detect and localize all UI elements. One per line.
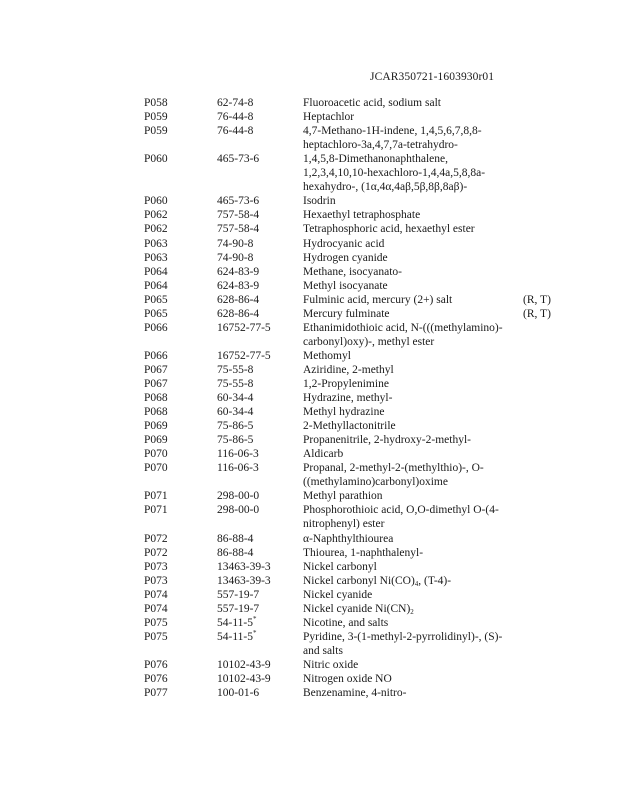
substance-name-line: Nickel carbonyl $Ni(CO)_4$, (T-4)- xyxy=(303,574,452,588)
substance-name xyxy=(303,293,452,307)
substance-name-line: Nickel cyanide $Ni(CN)_2$ xyxy=(303,602,414,616)
waste-code: P076 xyxy=(144,659,168,671)
waste-code: P063 xyxy=(144,251,168,264)
waste-code: P068 xyxy=(144,392,168,405)
cas-number: 628-86-4 xyxy=(217,293,260,306)
substance-name xyxy=(303,616,388,630)
substance-name-line: Fulminic acid, mercury (2+) salt xyxy=(303,293,453,306)
cas-number: 62-74-8 xyxy=(217,97,254,109)
substance-name xyxy=(303,251,388,265)
cas-number: 86-88-4 xyxy=(217,532,254,545)
substance-name xyxy=(303,503,499,531)
substance-name xyxy=(303,686,406,700)
waste-code: P064 xyxy=(144,265,168,278)
substance-name xyxy=(303,630,502,658)
substance-name xyxy=(303,532,393,546)
cas-number: 75-55-8 xyxy=(217,378,254,390)
substance-name-line: Mercury fulminate xyxy=(303,307,390,320)
waste-code: P065 xyxy=(144,307,168,320)
substance-name xyxy=(303,574,451,588)
substance-name-line: Aziridine, 2-methyl xyxy=(303,363,394,376)
substance-name-line: Propanenitrile, 2-hydroxy-2-methyl- xyxy=(303,434,471,447)
waste-code: P076 xyxy=(144,673,168,686)
substance-name xyxy=(303,363,394,377)
substance-name xyxy=(303,349,351,363)
substance-name-line: hexahydro-, (1α,4α,4aβ,5β,8β,8aβ)- xyxy=(303,181,468,194)
waste-code: P075 xyxy=(144,616,168,629)
waste-code: P064 xyxy=(144,279,168,292)
substance-name xyxy=(303,321,503,349)
substance-name-line: Hydrazine, methyl- xyxy=(303,392,393,405)
substance-name-line: Pyridine, 3-(1-methyl-2-pyrrolidinyl)-, (S)- xyxy=(303,630,503,643)
substance-name xyxy=(303,110,354,124)
waste-code: P074 xyxy=(144,588,168,601)
substance-name-line: Hydrogen cyanide xyxy=(303,251,388,264)
cas-number: 298-00-0 xyxy=(217,504,260,517)
waste-code: P062 xyxy=(144,223,168,236)
cas-number: 76-44-8 xyxy=(217,125,254,138)
cas-number: 465-73-6 xyxy=(217,153,260,166)
substance-name-line: Isodrin xyxy=(303,195,336,208)
cas-number: 86-88-4 xyxy=(217,546,254,559)
substance-name xyxy=(303,279,388,293)
waste-code: P060 xyxy=(144,153,168,166)
cas-number: 757-58-4 xyxy=(217,223,260,236)
waste-code: P067 xyxy=(144,378,168,390)
waste-code: P077 xyxy=(144,687,168,700)
waste-code: P060 xyxy=(144,195,168,208)
waste-code: P062 xyxy=(144,209,168,222)
waste-code: P065 xyxy=(144,293,168,306)
cas-number: 76-44-8 xyxy=(217,111,254,124)
substance-name xyxy=(303,419,396,433)
substance-name xyxy=(303,546,423,560)
substance-name xyxy=(303,377,389,391)
cas-number: 13463-39-3 xyxy=(217,574,271,587)
waste-code: P066 xyxy=(144,349,168,362)
substance-name-line: Nitrogen oxide NO xyxy=(303,673,392,686)
substance-name-line: Propanal, 2-methyl-2-(methylthio)-, O- xyxy=(303,462,484,475)
cas-number: 10102-43-9 xyxy=(217,673,271,686)
substance-name-line: Methomyl xyxy=(303,349,351,362)
hazard-code: (R, T) xyxy=(523,293,551,306)
substance-name-line: heptachloro-3a,4,7,7a-tetrahydro- xyxy=(303,139,458,152)
substance-name xyxy=(303,560,377,574)
substance-name-line: 2-Methyllactonitrile xyxy=(303,420,396,433)
waste-code: P075 xyxy=(144,630,168,643)
substance-name-line: carbonyl)oxy)-, methyl ester xyxy=(303,335,435,348)
substance-name-line: 1,2,3,4,10,10-hexachloro-1,4,4a,5,8,8a- xyxy=(303,167,486,180)
substance-name-line: Fluoroacetic acid, sodium salt xyxy=(303,97,441,109)
substance-name-line: Tetraphosphoric acid, hexaethyl ester xyxy=(303,223,475,236)
substance-name xyxy=(303,405,384,419)
substance-name xyxy=(303,152,485,194)
waste-code: P058 xyxy=(144,97,168,109)
waste-code: P072 xyxy=(144,532,168,545)
substance-name-line: Hydrocyanic acid xyxy=(303,237,385,250)
substance-name-line: 4,7-Methano-1H-indene, 1,4,5,6,7,8,8- xyxy=(303,125,482,138)
cas-number: 116-06-3 xyxy=(217,448,259,461)
substance-name-line: Phosphorothioic acid, O,O-dimethyl O-(4- xyxy=(303,504,499,517)
substance-name xyxy=(303,658,358,672)
substance-name-line: and salts xyxy=(303,644,343,657)
waste-code: P073 xyxy=(144,560,168,573)
substance-name-line: Aldicarb xyxy=(303,448,344,461)
substance-name xyxy=(303,433,471,447)
cas-number: 75-86-5 xyxy=(217,434,254,447)
waste-code: P066 xyxy=(144,321,168,334)
waste-code: P068 xyxy=(144,406,168,419)
substance-name xyxy=(303,208,420,222)
cas-number: 624-83-9 xyxy=(217,265,260,278)
substance-name-line: nitrophenyl) ester xyxy=(303,518,385,531)
substance-name-line: Benzenamine, 4-nitro- xyxy=(303,687,407,700)
waste-code: P059 xyxy=(144,125,168,138)
waste-code: P063 xyxy=(144,237,168,250)
cas-number: 74-90-8 xyxy=(217,251,254,264)
substance-name xyxy=(303,391,392,405)
waste-code: P070 xyxy=(144,462,168,475)
substance-name xyxy=(303,124,482,152)
substance-name xyxy=(303,447,343,461)
substance-name xyxy=(303,588,372,602)
substance-name-line: α-Naphthylthiourea xyxy=(303,532,394,545)
substance-name-line: 1,2-Propylenimine xyxy=(303,378,389,390)
cas-number: 74-90-8 xyxy=(217,237,254,250)
cas-number: 100-01-6 xyxy=(217,687,260,700)
substance-name-line: Nickel cyanide xyxy=(303,588,373,601)
substance-name-line: Nitric oxide xyxy=(303,659,359,671)
substance-name xyxy=(303,265,402,279)
waste-code: P070 xyxy=(144,448,168,461)
waste-code: P067 xyxy=(144,363,168,376)
substance-name-line: Hexaethyl tetraphosphate xyxy=(303,209,421,222)
cas-number: 16752-77-5 xyxy=(217,321,271,334)
cas-number: 116-06-3 xyxy=(217,462,259,475)
cas-number: 557-19-7 xyxy=(217,602,260,615)
cas-number: 16752-77-5 xyxy=(217,349,271,362)
substance-name xyxy=(303,489,383,503)
cas-number: 757-58-4 xyxy=(217,209,260,222)
substance-name xyxy=(303,222,475,236)
waste-code: P069 xyxy=(144,420,168,433)
cas-number: 54-11-5* xyxy=(217,628,257,643)
cas-number: 10102-43-9 xyxy=(217,659,271,671)
substance-name xyxy=(303,672,392,686)
cas-number: 13463-39-3 xyxy=(217,560,271,573)
cas-number: 75-86-5 xyxy=(217,420,254,433)
substance-name-line: Methane, isocyanato- xyxy=(303,265,402,278)
waste-code: P071 xyxy=(144,490,168,503)
substance-name-line: Nicotine, and salts xyxy=(303,616,389,629)
substance-name-line: Methyl isocyanate xyxy=(303,279,388,292)
cas-number: 628-86-4 xyxy=(217,307,260,320)
substance-name-line: Methyl hydrazine xyxy=(303,406,385,419)
cas-number: 60-34-4 xyxy=(217,392,254,405)
substance-name xyxy=(303,194,336,208)
cas-number: 557-19-7 xyxy=(217,588,260,601)
cas-number: 465-73-6 xyxy=(217,195,260,208)
waste-code: P059 xyxy=(144,111,168,124)
cas-number: 624-83-9 xyxy=(217,279,260,292)
hazard-code: (R, T) xyxy=(523,307,551,320)
substance-name-line: Thiourea, 1-naphthalenyl- xyxy=(303,546,424,559)
substance-name-line: ((methylamino)carbonyl)oxime xyxy=(303,476,448,489)
cas-number: 54-11-5* xyxy=(217,614,257,629)
substance-name-line: Nickel carbonyl xyxy=(303,560,377,573)
substance-name xyxy=(303,461,484,489)
substance-name xyxy=(303,237,384,251)
waste-code: P069 xyxy=(144,434,168,447)
waste-code: P073 xyxy=(144,574,168,587)
document-id: JCAR350721-1603930r01 xyxy=(370,71,495,83)
waste-code: P072 xyxy=(144,546,168,559)
substance-name-line: 1,4,5,8-Dimethanonaphthalene, xyxy=(303,153,448,166)
substance-name-line: Heptachlor xyxy=(303,111,355,124)
cas-number: 298-00-0 xyxy=(217,490,260,503)
substance-name xyxy=(303,307,390,321)
cas-number: 75-55-8 xyxy=(217,363,254,376)
waste-code: P071 xyxy=(144,504,168,517)
substance-name xyxy=(303,96,441,110)
cas-number: 60-34-4 xyxy=(217,406,254,419)
waste-code: P074 xyxy=(144,602,168,615)
substance-name-line: Ethanimidothioic acid, N-(((methylamino)- xyxy=(303,321,503,334)
substance-name xyxy=(303,602,414,616)
substance-name-line: Methyl parathion xyxy=(303,490,383,503)
